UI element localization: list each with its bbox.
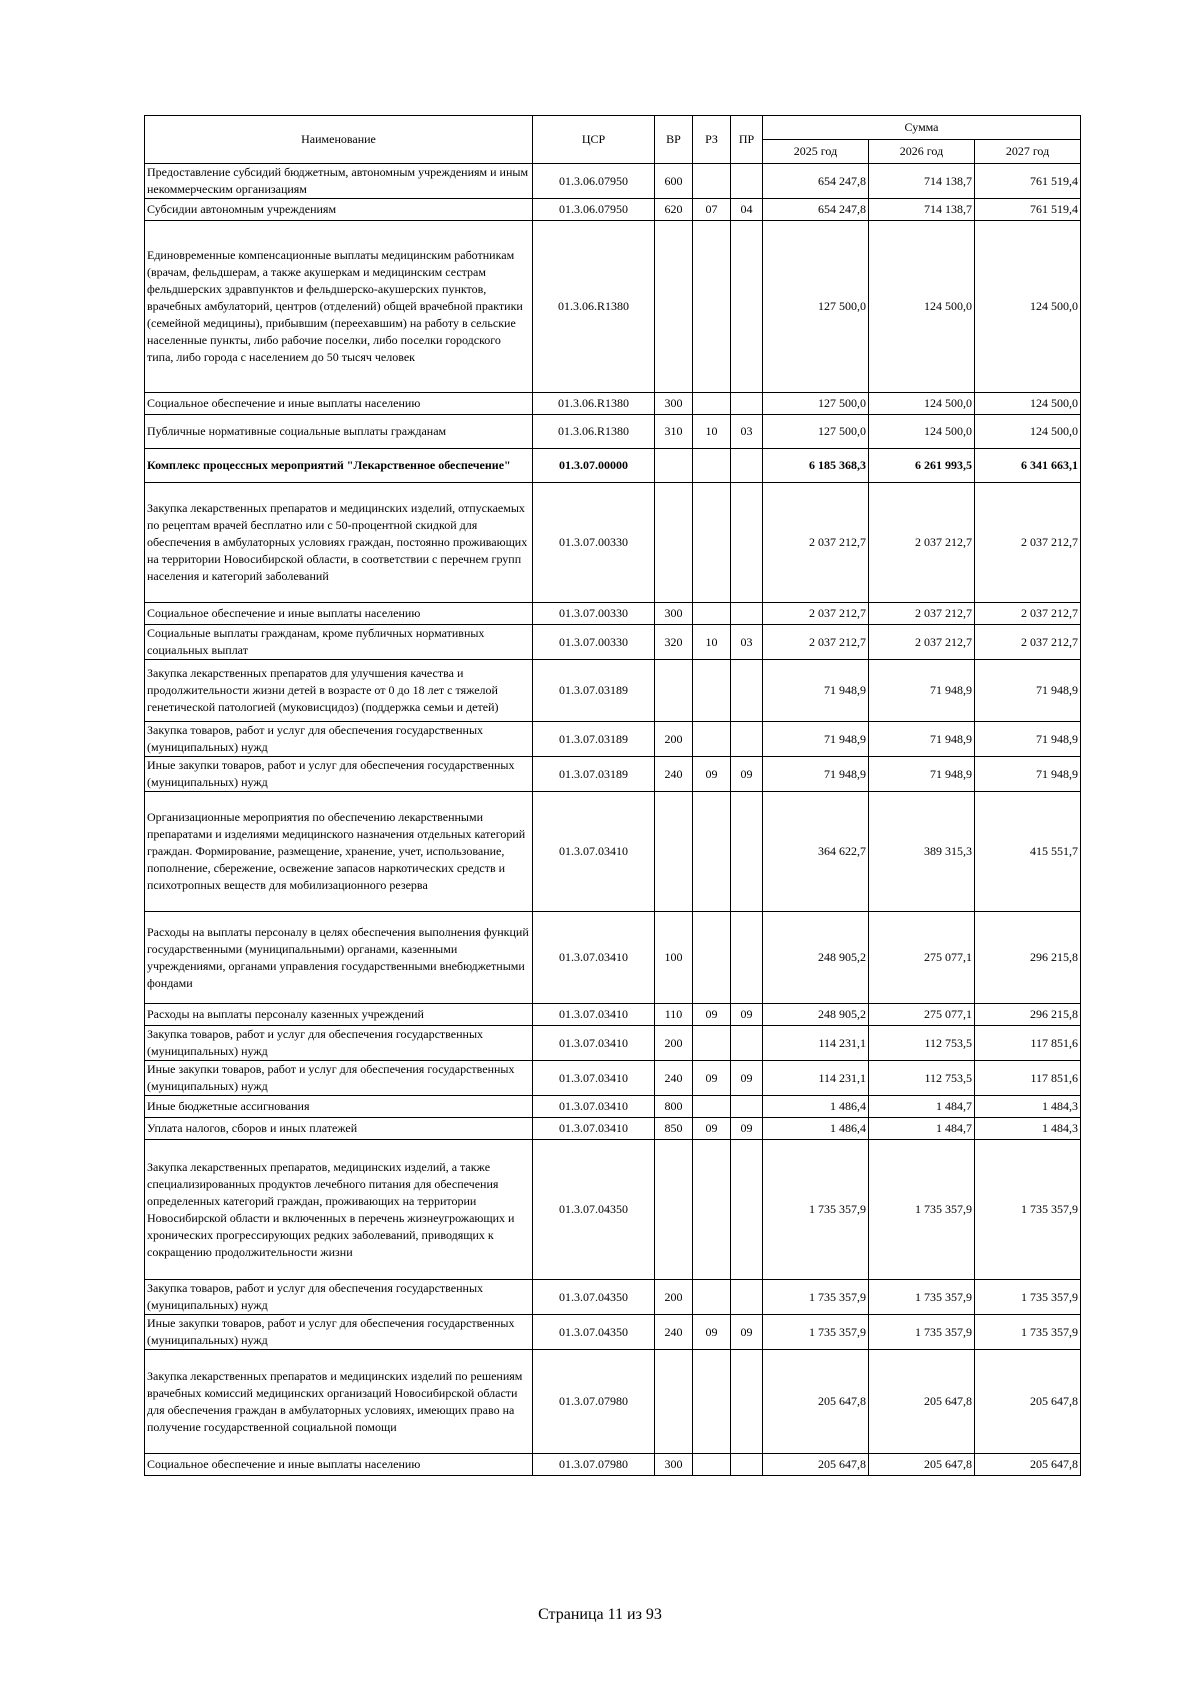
cell-csr: 01.3.07.00330 <box>533 483 655 603</box>
cell-rz <box>693 1096 731 1118</box>
cell-rz <box>693 1140 731 1280</box>
table-row <box>145 1004 1081 1026</box>
cell-name: Закупка лекарственных препаратов и медицинских изделий, отпускаемых по рецептам врачей бесплатно или с 50-процентной скидкой для обеспечения в амбулаторных условиях граждан, постоянно проживающих на территории Новосибирской области, в соответствии с перечнем групп населения и категорий заболеваний <box>145 483 533 603</box>
cell-csr: 01.3.07.03410 <box>533 912 655 1004</box>
header-name: Наименование <box>145 116 533 164</box>
table-row <box>145 1454 1081 1476</box>
cell-2027: 124 500,0 <box>975 415 1081 449</box>
cell-2027: 761 519,4 <box>975 199 1081 221</box>
cell-vr: 800 <box>655 1096 693 1118</box>
cell-2026: 205 647,8 <box>869 1454 975 1476</box>
cell-vr <box>655 1140 693 1280</box>
cell-2026: 112 753,5 <box>869 1061 975 1096</box>
header-vr: ВР <box>655 116 693 164</box>
cell-name: Публичные нормативные социальные выплаты гражданам <box>145 415 533 449</box>
cell-csr: 01.3.07.04350 <box>533 1280 655 1315</box>
cell-name: Закупка лекарственных препаратов, медицинских изделий, а также специализированных продуктов лечебного питания для обеспечения определенных категорий граждан, проживающих на территории Новосибирской области и включенных в перечень жизнеугрожающих и хронических прогрессирующих редких заболеваний, приводящих к сокращению продолжительности жизни <box>145 1140 533 1280</box>
cell-vr <box>655 660 693 722</box>
cell-name: Социальные выплаты гражданам, кроме публичных нормативных социальных выплат <box>145 625 533 660</box>
cell-2025: 2 037 212,7 <box>763 603 869 625</box>
cell-2027: 71 948,9 <box>975 757 1081 792</box>
cell-2026: 71 948,9 <box>869 757 975 792</box>
cell-2025: 71 948,9 <box>763 660 869 722</box>
cell-vr: 850 <box>655 1118 693 1140</box>
cell-pr <box>731 1454 763 1476</box>
cell-vr: 200 <box>655 1026 693 1061</box>
cell-pr <box>731 1350 763 1454</box>
cell-pr <box>731 1280 763 1315</box>
cell-2026: 1 735 357,9 <box>869 1140 975 1280</box>
cell-name: Уплата налогов, сборов и иных платежей <box>145 1118 533 1140</box>
cell-rz <box>693 483 731 603</box>
cell-2027: 1 735 357,9 <box>975 1280 1081 1315</box>
cell-pr: 03 <box>731 415 763 449</box>
cell-2026: 124 500,0 <box>869 415 975 449</box>
cell-vr: 240 <box>655 757 693 792</box>
cell-vr: 300 <box>655 1454 693 1476</box>
cell-2025: 364 622,7 <box>763 792 869 912</box>
cell-rz: 09 <box>693 1004 731 1026</box>
cell-pr: 09 <box>731 757 763 792</box>
cell-2027: 2 037 212,7 <box>975 483 1081 603</box>
cell-pr: 03 <box>731 625 763 660</box>
cell-vr <box>655 1350 693 1454</box>
cell-vr <box>655 483 693 603</box>
cell-2026: 205 647,8 <box>869 1350 975 1454</box>
cell-name: Единовременные компенсационные выплаты медицинским работникам (врачам, фельдшерам, а также акушеркам и медицинским сестрам фельдшерских здравпунктов и фельдшерско-акушерских пунктов, врачебных амбулаторий, центров (отделений) общей врачебной практики (семейной медицины), прибывшим (переехавшим) на работу в сельские населенные пункты, либо рабочие поселки, либо поселки городского типа, либо города с населением до 50 тысяч человек <box>145 221 533 393</box>
cell-name: Иные закупки товаров, работ и услуг для обеспечения государственных (муниципальных) нужд <box>145 757 533 792</box>
cell-name: Расходы на выплаты персоналу в целях обеспечения выполнения функций государственными (муниципальными) органами, казенными учреждениями, органами управления государственными внебюджетными фондами <box>145 912 533 1004</box>
header-year-2025: 2025 год <box>763 140 869 164</box>
cell-name: Иные бюджетные ассигнования <box>145 1096 533 1118</box>
cell-name: Иные закупки товаров, работ и услуг для обеспечения государственных (муниципальных) нужд <box>145 1315 533 1350</box>
cell-2027: 1 735 357,9 <box>975 1315 1081 1350</box>
cell-2026: 1 735 357,9 <box>869 1280 975 1315</box>
cell-2025: 114 231,1 <box>763 1061 869 1096</box>
cell-csr: 01.3.07.04350 <box>533 1315 655 1350</box>
cell-name: Социальное обеспечение и иные выплаты населению <box>145 603 533 625</box>
cell-2027: 2 037 212,7 <box>975 603 1081 625</box>
cell-2025: 1 735 357,9 <box>763 1280 869 1315</box>
cell-csr: 01.3.07.03189 <box>533 660 655 722</box>
cell-pr <box>731 221 763 393</box>
cell-name: Социальное обеспечение и иные выплаты населению <box>145 393 533 415</box>
cell-rz <box>693 792 731 912</box>
cell-pr <box>731 912 763 1004</box>
cell-2025: 654 247,8 <box>763 199 869 221</box>
cell-pr <box>731 1140 763 1280</box>
cell-2026: 1 484,7 <box>869 1118 975 1140</box>
cell-rz: 09 <box>693 757 731 792</box>
cell-2025: 1 735 357,9 <box>763 1140 869 1280</box>
table-row <box>145 792 1081 912</box>
header-csr: ЦСР <box>533 116 655 164</box>
cell-vr <box>655 792 693 912</box>
cell-2025: 127 500,0 <box>763 221 869 393</box>
header-sum: Сумма <box>763 116 1081 140</box>
cell-vr: 240 <box>655 1061 693 1096</box>
cell-csr: 01.3.07.03410 <box>533 1118 655 1140</box>
header-pr: ПР <box>731 116 763 164</box>
cell-2025: 2 037 212,7 <box>763 625 869 660</box>
cell-rz: 09 <box>693 1118 731 1140</box>
cell-2027: 71 948,9 <box>975 660 1081 722</box>
cell-2025: 205 647,8 <box>763 1454 869 1476</box>
cell-vr: 300 <box>655 393 693 415</box>
cell-csr: 01.3.06.07950 <box>533 199 655 221</box>
cell-pr: 09 <box>731 1004 763 1026</box>
cell-2027: 71 948,9 <box>975 722 1081 757</box>
cell-2025: 248 905,2 <box>763 1004 869 1026</box>
table-row <box>145 1350 1081 1454</box>
cell-pr <box>731 1026 763 1061</box>
cell-csr: 01.3.07.07980 <box>533 1350 655 1454</box>
table-row <box>145 483 1081 603</box>
table-row <box>145 1315 1081 1350</box>
cell-csr: 01.3.06.R1380 <box>533 393 655 415</box>
cell-csr: 01.3.07.04350 <box>533 1140 655 1280</box>
cell-csr: 01.3.07.03189 <box>533 757 655 792</box>
cell-2026: 6 261 993,5 <box>869 449 975 483</box>
table-row <box>145 1026 1081 1061</box>
header-year-2027: 2027 год <box>975 140 1081 164</box>
budget-table <box>144 115 1081 1476</box>
cell-pr <box>731 393 763 415</box>
cell-pr: 09 <box>731 1118 763 1140</box>
cell-2026: 275 077,1 <box>869 1004 975 1026</box>
cell-2025: 1 486,4 <box>763 1118 869 1140</box>
cell-2027: 1 484,3 <box>975 1118 1081 1140</box>
cell-2026: 112 753,5 <box>869 1026 975 1061</box>
cell-rz <box>693 164 731 199</box>
table-row <box>145 1061 1081 1096</box>
cell-2026: 124 500,0 <box>869 221 975 393</box>
table-row <box>145 1280 1081 1315</box>
cell-name: Субсидии автономным учреждениям <box>145 199 533 221</box>
cell-name: Закупка товаров, работ и услуг для обеспечения государственных (муниципальных) нужд <box>145 722 533 757</box>
cell-rz <box>693 912 731 1004</box>
cell-name: Закупка лекарственных препаратов для улучшения качества и продолжительности жизни детей в возрасте от 0 до 18 лет с тяжелой генетической патологией (муковисцидоз) (поддержка семьи и детей) <box>145 660 533 722</box>
cell-2025: 654 247,8 <box>763 164 869 199</box>
cell-2025: 71 948,9 <box>763 722 869 757</box>
table-row <box>145 757 1081 792</box>
header-row-top <box>145 116 1081 140</box>
table-body <box>145 164 1081 1476</box>
cell-rz <box>693 1350 731 1454</box>
cell-2027: 296 215,8 <box>975 912 1081 1004</box>
table-row <box>145 722 1081 757</box>
cell-name: Закупка лекарственных препаратов и медицинских изделий по решениям врачебных комиссий медицинских организаций Новосибирской области для обеспечения граждан в амбулаторных условиях, имеющих право на получение государственной социальной помощи <box>145 1350 533 1454</box>
cell-2025: 114 231,1 <box>763 1026 869 1061</box>
cell-rz <box>693 449 731 483</box>
cell-pr <box>731 483 763 603</box>
cell-name: Расходы на выплаты персоналу казенных учреждений <box>145 1004 533 1026</box>
table-row <box>145 1140 1081 1280</box>
cell-pr <box>731 792 763 912</box>
cell-csr: 01.3.06.R1380 <box>533 415 655 449</box>
table-row <box>145 415 1081 449</box>
cell-rz <box>693 1454 731 1476</box>
cell-csr: 01.3.07.03410 <box>533 792 655 912</box>
cell-csr: 01.3.07.00330 <box>533 603 655 625</box>
cell-2026: 2 037 212,7 <box>869 603 975 625</box>
cell-csr: 01.3.07.00330 <box>533 625 655 660</box>
table-row <box>145 449 1081 483</box>
table-row <box>145 625 1081 660</box>
cell-pr: 04 <box>731 199 763 221</box>
cell-2027: 6 341 663,1 <box>975 449 1081 483</box>
cell-2027: 205 647,8 <box>975 1454 1081 1476</box>
cell-2027: 124 500,0 <box>975 221 1081 393</box>
cell-vr: 310 <box>655 415 693 449</box>
cell-rz: 09 <box>693 1315 731 1350</box>
cell-vr: 110 <box>655 1004 693 1026</box>
cell-rz <box>693 221 731 393</box>
cell-2026: 275 077,1 <box>869 912 975 1004</box>
cell-2026: 714 138,7 <box>869 199 975 221</box>
cell-vr: 320 <box>655 625 693 660</box>
cell-2027: 205 647,8 <box>975 1350 1081 1454</box>
cell-2025: 6 185 368,3 <box>763 449 869 483</box>
cell-2026: 2 037 212,7 <box>869 483 975 603</box>
cell-name: Комплекс процессных мероприятий "Лекарственное обеспечение" <box>145 449 533 483</box>
cell-2027: 1 484,3 <box>975 1096 1081 1118</box>
cell-2026: 71 948,9 <box>869 660 975 722</box>
cell-pr <box>731 722 763 757</box>
table-row <box>145 1118 1081 1140</box>
cell-csr: 01.3.07.00000 <box>533 449 655 483</box>
cell-pr <box>731 660 763 722</box>
cell-2026: 1 484,7 <box>869 1096 975 1118</box>
table-row <box>145 164 1081 199</box>
cell-vr: 600 <box>655 164 693 199</box>
cell-pr <box>731 164 763 199</box>
cell-pr <box>731 449 763 483</box>
cell-2027: 296 215,8 <box>975 1004 1081 1026</box>
header-rz: РЗ <box>693 116 731 164</box>
cell-2027: 124 500,0 <box>975 393 1081 415</box>
cell-pr <box>731 1096 763 1118</box>
cell-csr: 01.3.07.03410 <box>533 1004 655 1026</box>
cell-name: Социальное обеспечение и иные выплаты населению <box>145 1454 533 1476</box>
cell-vr <box>655 221 693 393</box>
cell-rz <box>693 393 731 415</box>
cell-name: Закупка товаров, работ и услуг для обеспечения государственных (муниципальных) нужд <box>145 1280 533 1315</box>
cell-rz <box>693 1026 731 1061</box>
cell-rz <box>693 660 731 722</box>
cell-vr: 620 <box>655 199 693 221</box>
cell-csr: 01.3.06.R1380 <box>533 221 655 393</box>
cell-2025: 248 905,2 <box>763 912 869 1004</box>
cell-csr: 01.3.06.07950 <box>533 164 655 199</box>
cell-2026: 2 037 212,7 <box>869 625 975 660</box>
cell-2027: 117 851,6 <box>975 1026 1081 1061</box>
cell-pr <box>731 603 763 625</box>
table-row <box>145 393 1081 415</box>
cell-name: Организационные мероприятия по обеспечению лекарственными препаратами и изделиями медицинского назначения отдельных категорий граждан. Формирование, размещение, хранение, учет, использование, пополнение, сбережение, освежение запасов наркотических средств и психотропных веществ для мобилизационного резерва <box>145 792 533 912</box>
cell-vr: 200 <box>655 1280 693 1315</box>
cell-rz: 10 <box>693 415 731 449</box>
page-number: Страница 11 из 93 <box>538 1606 662 1623</box>
cell-vr: 200 <box>655 722 693 757</box>
cell-pr: 09 <box>731 1315 763 1350</box>
cell-vr: 300 <box>655 603 693 625</box>
cell-2027: 761 519,4 <box>975 164 1081 199</box>
cell-2026: 124 500,0 <box>869 393 975 415</box>
cell-name: Иные закупки товаров, работ и услуг для обеспечения государственных (муниципальных) нужд <box>145 1061 533 1096</box>
table-row <box>145 660 1081 722</box>
table-row <box>145 603 1081 625</box>
cell-name: Закупка товаров, работ и услуг для обеспечения государственных (муниципальных) нужд <box>145 1026 533 1061</box>
cell-csr: 01.3.07.03410 <box>533 1061 655 1096</box>
cell-2027: 117 851,6 <box>975 1061 1081 1096</box>
cell-2025: 127 500,0 <box>763 415 869 449</box>
cell-name: Предоставление субсидий бюджетным, автономным учреждениям и иным некоммерческим организациям <box>145 164 533 199</box>
cell-rz <box>693 1280 731 1315</box>
table-row <box>145 912 1081 1004</box>
cell-vr: 240 <box>655 1315 693 1350</box>
cell-2027: 2 037 212,7 <box>975 625 1081 660</box>
cell-2025: 1 735 357,9 <box>763 1315 869 1350</box>
cell-rz <box>693 722 731 757</box>
cell-rz: 07 <box>693 199 731 221</box>
table-row <box>145 199 1081 221</box>
cell-2025: 127 500,0 <box>763 393 869 415</box>
cell-pr: 09 <box>731 1061 763 1096</box>
cell-rz: 10 <box>693 625 731 660</box>
cell-rz <box>693 603 731 625</box>
table-row <box>145 221 1081 393</box>
cell-2026: 389 315,3 <box>869 792 975 912</box>
cell-2025: 1 486,4 <box>763 1096 869 1118</box>
cell-2025: 205 647,8 <box>763 1350 869 1454</box>
cell-2027: 415 551,7 <box>975 792 1081 912</box>
cell-2026: 71 948,9 <box>869 722 975 757</box>
header-year-2026: 2026 год <box>869 140 975 164</box>
cell-2026: 1 735 357,9 <box>869 1315 975 1350</box>
cell-rz: 09 <box>693 1061 731 1096</box>
cell-vr: 100 <box>655 912 693 1004</box>
cell-2026: 714 138,7 <box>869 164 975 199</box>
table-row <box>145 1096 1081 1118</box>
cell-csr: 01.3.07.03189 <box>533 722 655 757</box>
cell-csr: 01.3.07.03410 <box>533 1096 655 1118</box>
cell-vr <box>655 449 693 483</box>
cell-2025: 2 037 212,7 <box>763 483 869 603</box>
cell-csr: 01.3.07.03410 <box>533 1026 655 1061</box>
cell-2027: 1 735 357,9 <box>975 1140 1081 1280</box>
cell-2025: 71 948,9 <box>763 757 869 792</box>
cell-csr: 01.3.07.07980 <box>533 1454 655 1476</box>
